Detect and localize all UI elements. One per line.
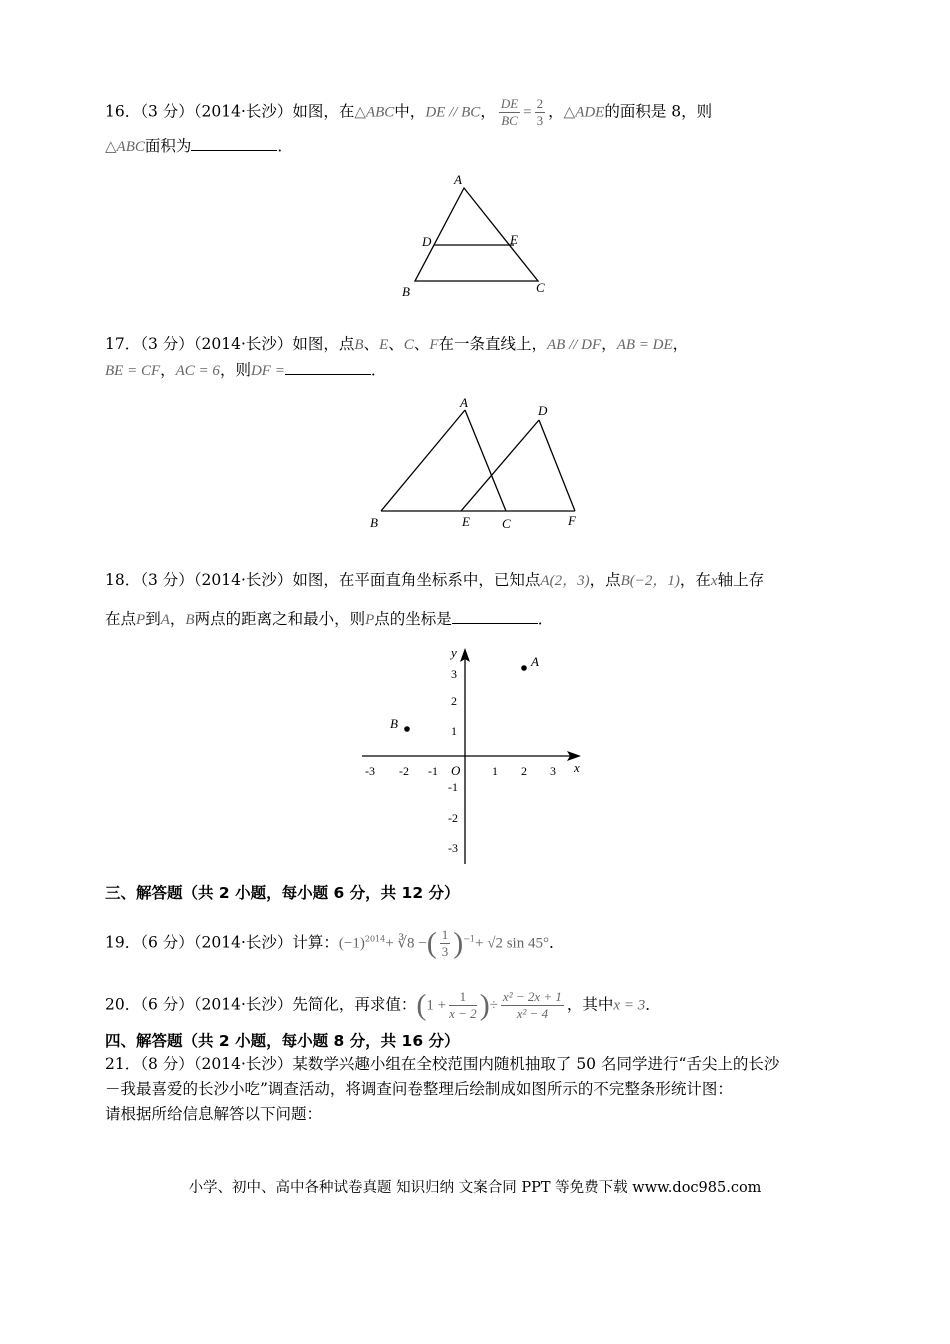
text: ．	[537, 610, 554, 628]
question-number: 20．	[105, 995, 141, 1014]
point-a-label: A	[531, 654, 539, 669]
text: ，	[169, 610, 186, 628]
x-tick: -3	[365, 764, 375, 778]
question-number: 18．	[105, 571, 141, 589]
math: △ABC	[354, 104, 395, 121]
math: x	[710, 573, 718, 589]
math: P	[136, 612, 146, 628]
score: （3 分）	[140, 571, 194, 589]
denominator: x − 2	[449, 1006, 477, 1021]
left-paren: (	[416, 988, 427, 1022]
q19-line	[105, 927, 564, 960]
fraction-2-3	[535, 96, 546, 129]
answer-blank[interactable]	[191, 134, 277, 151]
text: ，	[548, 102, 564, 121]
text: 轴上存	[717, 571, 765, 589]
text: ，	[601, 335, 617, 353]
text: ，其中	[566, 995, 614, 1014]
x-tick: 3	[550, 764, 556, 778]
numerator: 2	[536, 96, 544, 111]
exponent: −1	[463, 934, 476, 944]
text: 、	[413, 335, 430, 353]
numerator: 1	[449, 989, 477, 1006]
math: 1 +	[426, 997, 447, 1014]
source: （2014·长沙）	[193, 995, 293, 1014]
score: （6 分）	[140, 995, 194, 1014]
text: ，点	[589, 571, 621, 589]
triangle-abc	[415, 188, 538, 281]
label-a: A	[460, 395, 468, 410]
math: (−1)	[338, 935, 365, 952]
question-number: 19．	[105, 933, 141, 952]
denominator: x² − 4	[516, 1006, 549, 1021]
y-tick: -2	[448, 811, 458, 825]
q21-line1: 21．（8 分）（2014·长沙）某数学兴趣小组在全校范围内随机抽取了 50 名同学进行“舌尖上的长沙	[105, 1055, 780, 1073]
right-paren: )	[453, 926, 464, 960]
x-tick: -1	[428, 764, 438, 778]
math: A	[160, 612, 170, 628]
text: ，	[480, 102, 496, 121]
q18-line2	[105, 607, 553, 631]
point-a	[521, 665, 527, 671]
q21-line3: 请根据所给信息解答以下问题：	[105, 1105, 323, 1123]
point-b	[404, 726, 410, 732]
label-f: F	[568, 513, 576, 528]
q18-coordinate-graph	[355, 642, 595, 870]
text: 到	[145, 610, 161, 628]
label-c: C	[536, 280, 545, 295]
denominator: BC	[501, 113, 518, 128]
math: △ABC	[105, 139, 145, 155]
text: 在一条直线上，	[438, 335, 548, 353]
label-b: B	[370, 515, 378, 530]
numerator: x² − 2x + 1	[502, 989, 562, 1004]
math: F	[429, 337, 439, 353]
text: 如图，点	[292, 335, 355, 353]
fraction-1-over-x-minus-2	[449, 989, 477, 1022]
source: （2014·长沙）	[193, 571, 293, 589]
math: AB = DE	[616, 337, 673, 353]
math: x = 3	[613, 997, 646, 1014]
fraction-quadratic	[501, 989, 564, 1022]
math: P	[365, 612, 375, 628]
math: B(−2，1)	[620, 573, 680, 589]
answer-blank[interactable]	[452, 607, 538, 624]
text: 如图，在平面直角坐标系中，已知点	[292, 571, 541, 589]
math: C	[403, 337, 414, 353]
left-paren: (	[426, 926, 437, 960]
label-a: A	[454, 172, 462, 187]
text: 两点的距离之和最小，则	[194, 610, 366, 628]
section-heading: 三、解答题（共 2 小题，每小题 6 分，共 12 分）	[105, 884, 460, 902]
source: （2014·长沙）	[193, 335, 293, 353]
source: （2014·长沙）	[193, 102, 293, 121]
numerator: 1	[441, 927, 449, 942]
denominator: 3	[536, 113, 544, 128]
math: + √2 sin 45°	[475, 935, 549, 952]
text: 先简化，再求值：	[292, 995, 417, 1014]
text: 、	[363, 335, 380, 353]
page-footer: 小学、初中、高中各种试卷真题 知识归纳 文案合同 PPT 等免费下载 www.doc985.com	[188, 1180, 762, 1196]
math: B	[185, 612, 195, 628]
text: ．	[277, 137, 293, 155]
text: ，	[672, 335, 689, 353]
math: AC = 6	[175, 363, 220, 379]
x-tick: -2	[399, 764, 409, 778]
exponent: 2014	[364, 934, 386, 944]
question-number: 17．	[105, 335, 141, 353]
denominator: 3	[441, 944, 449, 959]
y-axis-label: y	[451, 645, 457, 660]
fraction-de-bc	[499, 96, 520, 129]
label-d: D	[422, 234, 432, 249]
text: ．	[370, 361, 387, 379]
math: B	[354, 337, 364, 353]
text: ．	[645, 995, 661, 1014]
text: ，在	[679, 571, 711, 589]
math: E	[379, 337, 389, 353]
text: 、	[388, 335, 404, 353]
text: 面积为	[144, 137, 192, 155]
label-e: E	[462, 514, 470, 529]
segment-df	[539, 420, 575, 511]
q21-line2: －我最喜爱的长沙小吃”调查活动，将调查问卷整理后绘制成如图所示的不完整条形统计图：	[105, 1080, 733, 1098]
score: （3 分）	[140, 335, 194, 353]
score: （3 分）	[140, 102, 194, 121]
label-d: D	[538, 403, 548, 418]
label-b: B	[402, 284, 410, 299]
text: 在点	[105, 610, 137, 628]
text: ．	[548, 933, 565, 952]
math: ÷	[489, 997, 498, 1014]
equals: =	[523, 104, 532, 121]
point-b-label: B	[390, 716, 398, 731]
math: AB // DF	[547, 337, 602, 353]
math: + ∛8 −	[385, 935, 427, 952]
question-number: 16．	[105, 102, 141, 121]
y-tick: 2	[451, 694, 457, 708]
q16-figure	[395, 168, 555, 300]
section-heading: 四、解答题（共 2 小题，每小题 8 分，共 16 分）	[105, 1032, 460, 1050]
origin-label: O	[451, 763, 461, 778]
text: 点的坐标是	[374, 610, 452, 628]
label-c: C	[502, 516, 511, 531]
math: A(2，3)	[540, 573, 590, 589]
text: 中，	[394, 102, 426, 121]
x-tick: 1	[492, 764, 498, 778]
q20-line	[105, 989, 661, 1022]
math: DF =	[250, 363, 285, 379]
q17-line1	[105, 333, 688, 356]
fraction-1-3	[440, 927, 451, 960]
q17-figure	[365, 393, 590, 535]
text: 的面积是 8，则	[604, 102, 713, 121]
y-tick: 1	[451, 724, 457, 738]
y-tick: -3	[448, 841, 458, 855]
q16-line1	[105, 96, 712, 129]
segment-ac	[465, 410, 506, 511]
text: ，则	[219, 361, 251, 379]
answer-blank[interactable]	[285, 358, 371, 375]
text: 计算：	[292, 933, 339, 952]
x-tick: 2	[521, 764, 527, 778]
text: 如图，在	[292, 102, 355, 121]
x-axis-label: x	[574, 760, 580, 775]
source: （2014·长沙）	[193, 933, 293, 952]
score: （6 分）	[140, 933, 194, 952]
math: △ADE	[563, 104, 605, 121]
right-paren: )	[479, 988, 490, 1022]
text: ，	[160, 361, 176, 379]
label-e: E	[510, 232, 518, 247]
y-tick: 3	[451, 667, 457, 681]
math: BE = CF	[105, 363, 161, 379]
q17-line2	[105, 358, 386, 382]
q16-line2	[105, 134, 293, 158]
q18-line1	[105, 569, 764, 592]
numerator: DE	[500, 96, 519, 111]
math: DE // BC	[425, 104, 481, 121]
segment-ab	[381, 410, 465, 511]
y-tick: -1	[448, 780, 458, 794]
